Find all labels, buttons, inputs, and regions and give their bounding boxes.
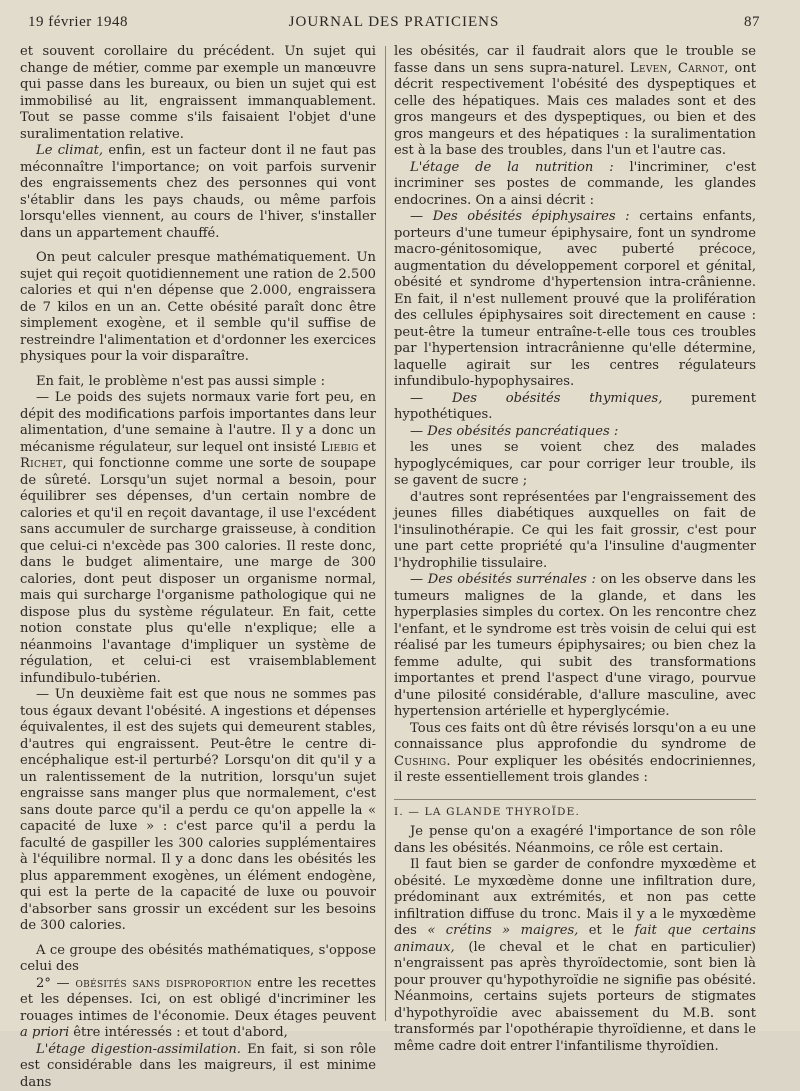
- paragraph-text: entre les recettes et les dépenses. Ici, on est obligé d'incriminer les rouages intimes de l'économie. Deux étages peuvent: [20, 976, 376, 1024]
- paragraph-text: purement hypothétiques.: [394, 391, 756, 423]
- paragraph: [394, 572, 756, 721]
- paragraph-text: et: [359, 440, 376, 455]
- italic-text: fait que certains animaux,: [394, 923, 756, 955]
- italic-lead: — Des obésités thymiques,: [410, 391, 662, 406]
- italic-lead: Le climat,: [36, 143, 103, 158]
- italic-lead: — Des obésités surrénales :: [410, 572, 596, 587]
- italic-lead: L'étage de la nutrition :: [410, 160, 614, 175]
- italic-text: « crétins » maigres,: [427, 923, 578, 938]
- paragraph: [394, 424, 756, 441]
- italic-lead: — Des obésités épiphysaires :: [410, 209, 630, 224]
- paragraph: A ce groupe des obésités mathématiques, s'oppose celui des: [20, 943, 376, 976]
- paragraph: [394, 160, 756, 210]
- paragraph-text: être intéressés : et tout d'abord,: [69, 1025, 288, 1040]
- italic-text: a priori: [20, 1025, 69, 1040]
- page-header: [28, 14, 760, 36]
- paragraph-text: on les observe dans les tumeurs malignes de la glande, et dans les hyperplasies simples du cortex. On les rencontre chez l'enfant, et le syndrome est très voisin de celui qui est réalisé par les tumeurs épiphysaires; ou bien chez la femme adulte, qui subit des transformations importantes et prend l'aspect d'une virago, pourvue d'une pilosité considérable, d'allure masculine, avec hypertension artérielle et hyperglycémie.: [394, 572, 756, 719]
- author-name: Liebig: [321, 440, 359, 455]
- paragraph: [20, 390, 376, 687]
- paragraph: Je pense qu'on a exagéré l'importance de son rôle dans les obésités. Néanmoins, ce rôle est certain.: [394, 824, 756, 857]
- paragraph: [394, 857, 756, 1055]
- paragraph: et souvent corollaire du précédent. Un sujet qui change de métier, comme par exemple un manœuvre qui passe dans les bureaux, ou bien un sujet qui est immobilisé au lit, engraissent immanquablement. Tout se passe comme s'ils faisaient l'objet d'une suralimentation relative.: [20, 44, 376, 143]
- paragraph: les unes se voient chez des malades hypoglycémiques, car pour corriger leur trouble, ils se gavent de sucre ;: [394, 440, 756, 490]
- paragraph-text: et le: [578, 923, 634, 938]
- paragraph-text: — Le poids des sujets normaux varie fort peu, en dépit des modifications parfois importantes dans leur alimentation, d'une semaine à l'autre. Il y a donc un mécanisme régulateur, sur lequel ont insisté: [20, 390, 376, 455]
- paragraph-text: , qui fonctionne comme une sorte de soupape de sûreté. Lorsqu'un sujet normal a besoin, pour équilibrer ses dépenses, d'un certain nombre de calories et qu'il en reçoit davantage, il use l'excédent sans accumuler de surcharge graisseuse, à condition que celui-ci n'excède pas 300 calories. Il reste donc, dans le budget alimentaire, une marge de 300 calories, dont peut disposer un organisme normal, mais qui surcharge l'organisme pathologique qui ne dispose plus du système régulateur. En fait, cette notion constate plus qu'elle n'explique; elle a néanmoins l'avantage d'impliquer un système de régulation, et celui-ci est vraisemblablement infundibulo-tubérien.: [20, 456, 376, 686]
- paragraph: [20, 143, 376, 242]
- paragraph: [394, 721, 756, 787]
- column-divider: [385, 46, 386, 1021]
- paragraph: [394, 209, 756, 391]
- section-title: — obésités sans disproportion: [51, 976, 252, 991]
- author-name: Richet: [20, 456, 63, 471]
- paragraph-text: En fait, si son rôle est considérable dans les maigreurs, il est minime dans: [20, 1042, 376, 1090]
- section-number: 2°: [36, 976, 51, 991]
- journal-title: JOURNAL DES PRATICIENS: [28, 14, 760, 31]
- paragraph-text: , ont décrit respectivement l'obésité des dyspeptiques et celle des hépatiques. Mais ces malades sont et des gros mangeurs et des dyspeptiques, ou bien et des gros mangeurs et des hépatiques : la suralimentation est à la base des troubles, dans l'un et l'autre cas.: [394, 61, 756, 159]
- paragraph: [394, 391, 756, 424]
- author-name: Carnot: [678, 61, 724, 76]
- paragraph-text: Il faut bien se garder de confondre myxœdème et obésité. Le myxœdème donne une infiltration dure, prédominant aux extrémités, et non pas cette infiltration diffuse du tronc. Mais il y a le myxœdème des: [394, 857, 756, 938]
- right-column: [394, 44, 756, 1024]
- paragraph: [20, 976, 376, 1042]
- paragraph-text: les obésités, car il faudrait alors que le trouble se fasse dans un sens supra-naturel.: [394, 44, 756, 76]
- paragraph-text: . Pour expliquer les obésités endocriniennes, il reste essentiellement trois glandes :: [394, 754, 756, 786]
- paragraph: En fait, le problème n'est pas aussi simple :: [20, 374, 376, 391]
- italic-lead: — Des obésités pancréatiques :: [410, 424, 618, 439]
- paragraph-text: enfin, est un facteur dont il ne faut pas méconnaître l'importance; on voit parfois survenir des engraissements chez des personnes qui vont s'établir dans les pays chauds, ou même parfois lorsqu'elles viennent, au cours de l'hiver, s'installer dans un appartement chauffé.: [20, 143, 376, 241]
- author-name: Cushing: [394, 754, 446, 769]
- page-number: 87: [744, 14, 760, 31]
- left-column: [20, 44, 376, 1024]
- paragraph: — Un deuxième fait est que nous ne sommes pas tous égaux devant l'obésité. A ingestions et dépenses équivalentes, il est des sujets qui demeurent stables, d'autres qui engraissent. Peut-être le centre di-encéphalique est-il perturbé? Lorsqu'on dit qu'il y a un ralentissement de la nutrition, lorsqu'un sujet engraisse sans manger plus que normalement, c'est sans doute parce qu'il a perdu ce qu'on appelle la « capacité de luxe » : c'est parce qu'il a perdu la faculté de gaspiller les 300 calories supplémentaires à l'équilibre normal. Il y a donc dans les obésités les plus apparemment exogènes, un élément endogène, qui est la perte de la capacité de luxe ou pouvoir d'absorber sans grossir un excédent sur les besoins de 300 calories.: [20, 687, 376, 935]
- italic-lead: L'étage digestion-assimilation.: [36, 1042, 241, 1057]
- issue-date: 19 février 1948: [28, 14, 128, 31]
- paragraph-text: (le cheval et le chat en particulier) n'engraissent pas après thyroïdectomie, sont bien là pour prouver qu'hypothyroïdie ne signifie pas obésité. Néanmoins, certains sujets porteurs de stigmates d'hypothyroïdie avec abaissement du M.B. sont transformés par l'opothérapie thyroïdienne, et dans le même cadre doit entrer l'infantilisme thyroïdien.: [394, 940, 756, 1054]
- paragraph-text: ,: [668, 61, 678, 76]
- paragraph-text: l'incriminer, c'est incriminer ses postes de commande, les glandes endocrines. On a ainsi décrit :: [394, 160, 756, 208]
- section-heading: I. — LA GLANDE THYROÏDE.: [394, 799, 756, 821]
- paragraph: [20, 1042, 376, 1091]
- paragraph-text: certains enfants, porteurs d'une tumeur épiphysaire, font un syndrome macro-génitosomique, avec puberté précoce, augmentation du développement corporel et génital, obésité et syndrome d'hypertension intra-crânienne. En fait, il n'est nullement prouvé que la prolifération des cellules épiphysaires soit directement en cause : peut-être la tumeur entraîne-t-elle tous ces troubles par l'hypertension intracrânienne qu'elle détermine, laquelle agirait sur les centres régulateurs infundibulo-hypophysaires.: [394, 209, 756, 389]
- paragraph: On peut calculer presque mathématiquement. Un sujet qui reçoit quotidiennement une ration de 2.500 calories et qui n'en dépense que 2.000, engraissera de 7 kilos en un an. Cette obésité paraît donc être simplement exogène, et il semble qu'il suffise de restreindre l'alimentation et d'ordonner les exercices physiques pour la voir disparaître.: [20, 250, 376, 366]
- paragraph: [394, 44, 756, 160]
- paragraph-text: Tous ces faits ont dû être révisés lorsqu'on a eu une connaissance plus approfondie du syndrome de: [394, 721, 756, 753]
- paragraph: d'autres sont représentées par l'engraissement des jeunes filles diabétiques auxquelles on fait de l'insulinothérapie. Ce qui les fait grossir, c'est pour une part cette propriété qu'a l'insuline d'augmenter l'hydrophilie tissulaire.: [394, 490, 756, 573]
- author-name: Leven: [630, 61, 668, 76]
